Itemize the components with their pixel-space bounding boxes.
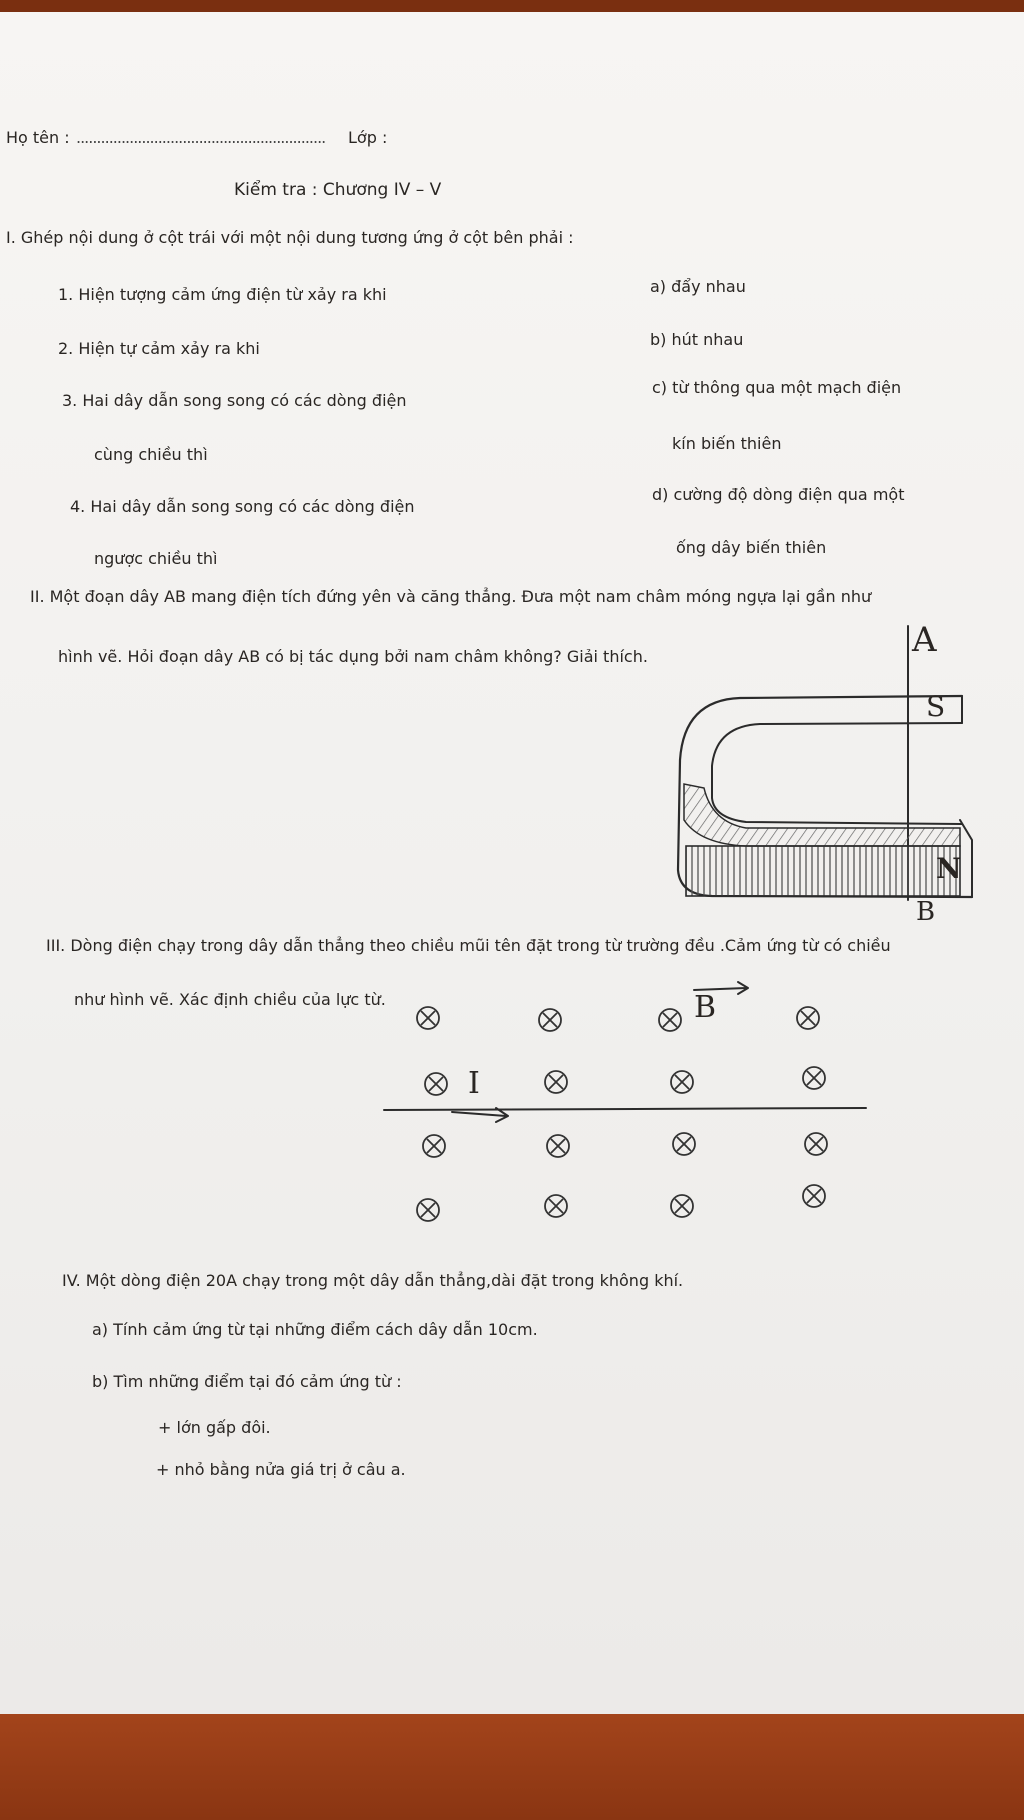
label-s: S xyxy=(926,690,946,723)
left-item-3-cont: cùng chiều thì xyxy=(94,445,208,464)
left-item-2: 2. Hiện tự cảm xảy ra khi xyxy=(58,339,260,358)
section4-part-b: b) Tìm những điểm tại đó cảm ứng từ : xyxy=(92,1372,402,1391)
right-item-c: c) từ thông qua một mạch điện xyxy=(652,378,902,397)
name-label: Họ tên : xyxy=(6,128,70,147)
field-b-label: B xyxy=(694,990,717,1025)
section2-line2: hình vẽ. Hỏi đoạn dây AB có bị tác dụng bởi nam châm không? Giải thích. xyxy=(58,647,648,666)
left-item-3: 3. Hai dây dẫn song song có các dòng điện xyxy=(62,391,407,410)
right-item-c-cont: kín biến thiên xyxy=(672,434,782,453)
section4-part-b2: + nhỏ bằng nửa giá trị ở câu a. xyxy=(156,1460,406,1479)
section4-part-a: a) Tính cảm ứng từ tại những điểm cách dây dẫn 10cm. xyxy=(92,1320,538,1339)
label-n: N xyxy=(936,852,962,885)
right-item-d: d) cường độ dòng điện qua một xyxy=(652,485,905,504)
left-item-1: 1. Hiện tượng cảm ứng điện từ xảy ra khi xyxy=(58,285,387,304)
section4-prompt: IV. Một dòng điện 20A chạy trong một dây dẫn thẳng,dài đặt trong không khí. xyxy=(62,1271,684,1290)
section1-prompt: I. Ghép nội dung ở cột trái với một nội dung tương ứng ở cột bên phải : xyxy=(6,228,574,247)
exam-title: Kiểm tra : Chương IV – V xyxy=(234,180,442,200)
current-i-label: I xyxy=(468,1066,480,1101)
current-wire xyxy=(384,1108,866,1110)
section2-line1: II. Một đoạn dây AB mang điện tích đứng yên và căng thẳng. Đưa một nam châm móng ngựa lại gần như xyxy=(30,587,872,606)
label-b: B xyxy=(916,897,936,927)
label-a: A xyxy=(912,620,937,660)
section3-line1: III. Dòng điện chạy trong dây dẫn thẳng theo chiều mũi tên đặt trong từ trường đều .Cảm ứng từ có chiều xyxy=(46,936,891,955)
left-item-4-cont: ngược chiều thì xyxy=(94,549,218,568)
name-dots: ............................................................. xyxy=(76,128,326,147)
right-item-b: b) hút nhau xyxy=(650,330,744,349)
section3-line2: như hình vẽ. Xác định chiều của lực từ. xyxy=(74,990,386,1009)
left-item-4: 4. Hai dây dẫn song song có các dòng điện xyxy=(70,497,415,516)
section4-part-b1: + lớn gấp đôi. xyxy=(158,1418,271,1437)
class-label: Lớp : xyxy=(348,128,388,147)
right-item-d-cont: ống dây biến thiên xyxy=(676,538,827,557)
right-item-a: a) đẩy nhau xyxy=(650,277,746,296)
